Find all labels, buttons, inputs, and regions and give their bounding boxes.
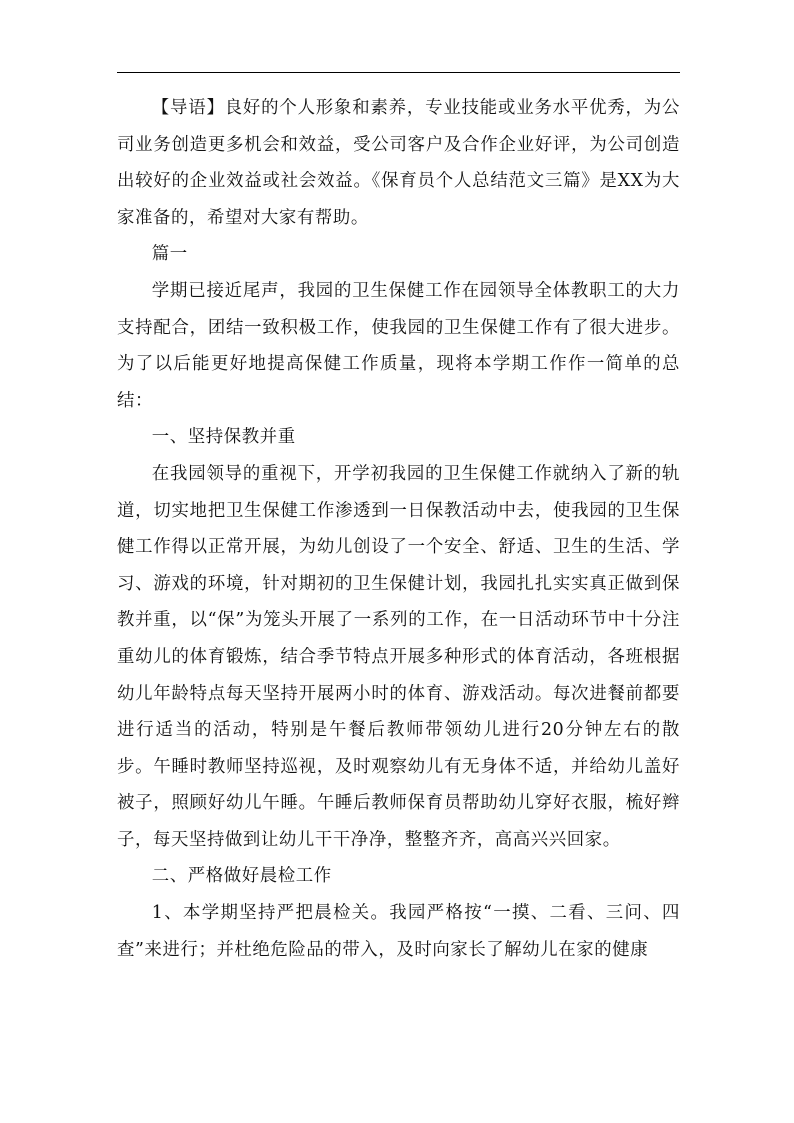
opening-paragraph: 学期已接近尾声，我园的卫生保健工作在园领导全体教职工的大力支持配合，团结一致积极工作，使我园的卫生保健工作有了很大进步。为了以后能更好地提高保健工作质量，现将本学期工作作一简单的总结： bbox=[117, 280, 680, 411]
document-body bbox=[117, 90, 680, 968]
intro-paragraph: 【导语】良好的个人形象和素养，专业技能或业务水平优秀，为公司业务创造更多机会和效益，受公司客户及合作企业好评，为公司创造出较好的企业效益或社会效益。《保育员个人总结范文三篇》是XX为大家准备的，希望对大家有帮助。 bbox=[117, 98, 680, 228]
heading-one: 一、坚持保教并重 bbox=[151, 427, 296, 448]
header-rule bbox=[117, 72, 680, 73]
body-paragraph-two: 1、本学期坚持严把晨检关。我园严格按“一摸、二看、三问、四查”来进行；并杜绝危险品的带入，及时向家长了解幼儿在家的健康 bbox=[117, 903, 680, 960]
section-title-part-one: 篇一 bbox=[151, 244, 188, 265]
body-paragraph-one: 在我园领导的重视下，开学初我园的卫生保健工作就纳入了新的轨道，切实地把卫生保健工作渗透到一日保教活动中去，使我园的卫生保健工作得以正常开展，为幼儿创设了一个安全、舒适、卫生的生活、学习、游戏的环境，针对期初的卫生保健计划，我园扎扎实实真正做到保教并重，以“保”为笼头开展了一系列的工作，在一日活动环节中十分注重幼儿的体育锻炼，结合季节特点开展多种形式的体育活动，各班根据幼儿年龄特点每天坚持开展两小时的体育、游戏活动。每次进餐前都要进行适当的活动，特别是午餐后教师带领幼儿进行20分钟左右的散步。午睡时教师坚持巡视，及时观察幼儿有无身体不适，并给幼儿盖好被子，照顾好幼儿午睡。午睡后教师保育员帮助幼儿穿好衣服，梳好辫子，每天坚持做到让幼儿干干净净，整整齐齐，高高兴兴回家。 bbox=[117, 463, 680, 850]
heading-two: 二、严格做好晨检工作 bbox=[151, 866, 332, 887]
